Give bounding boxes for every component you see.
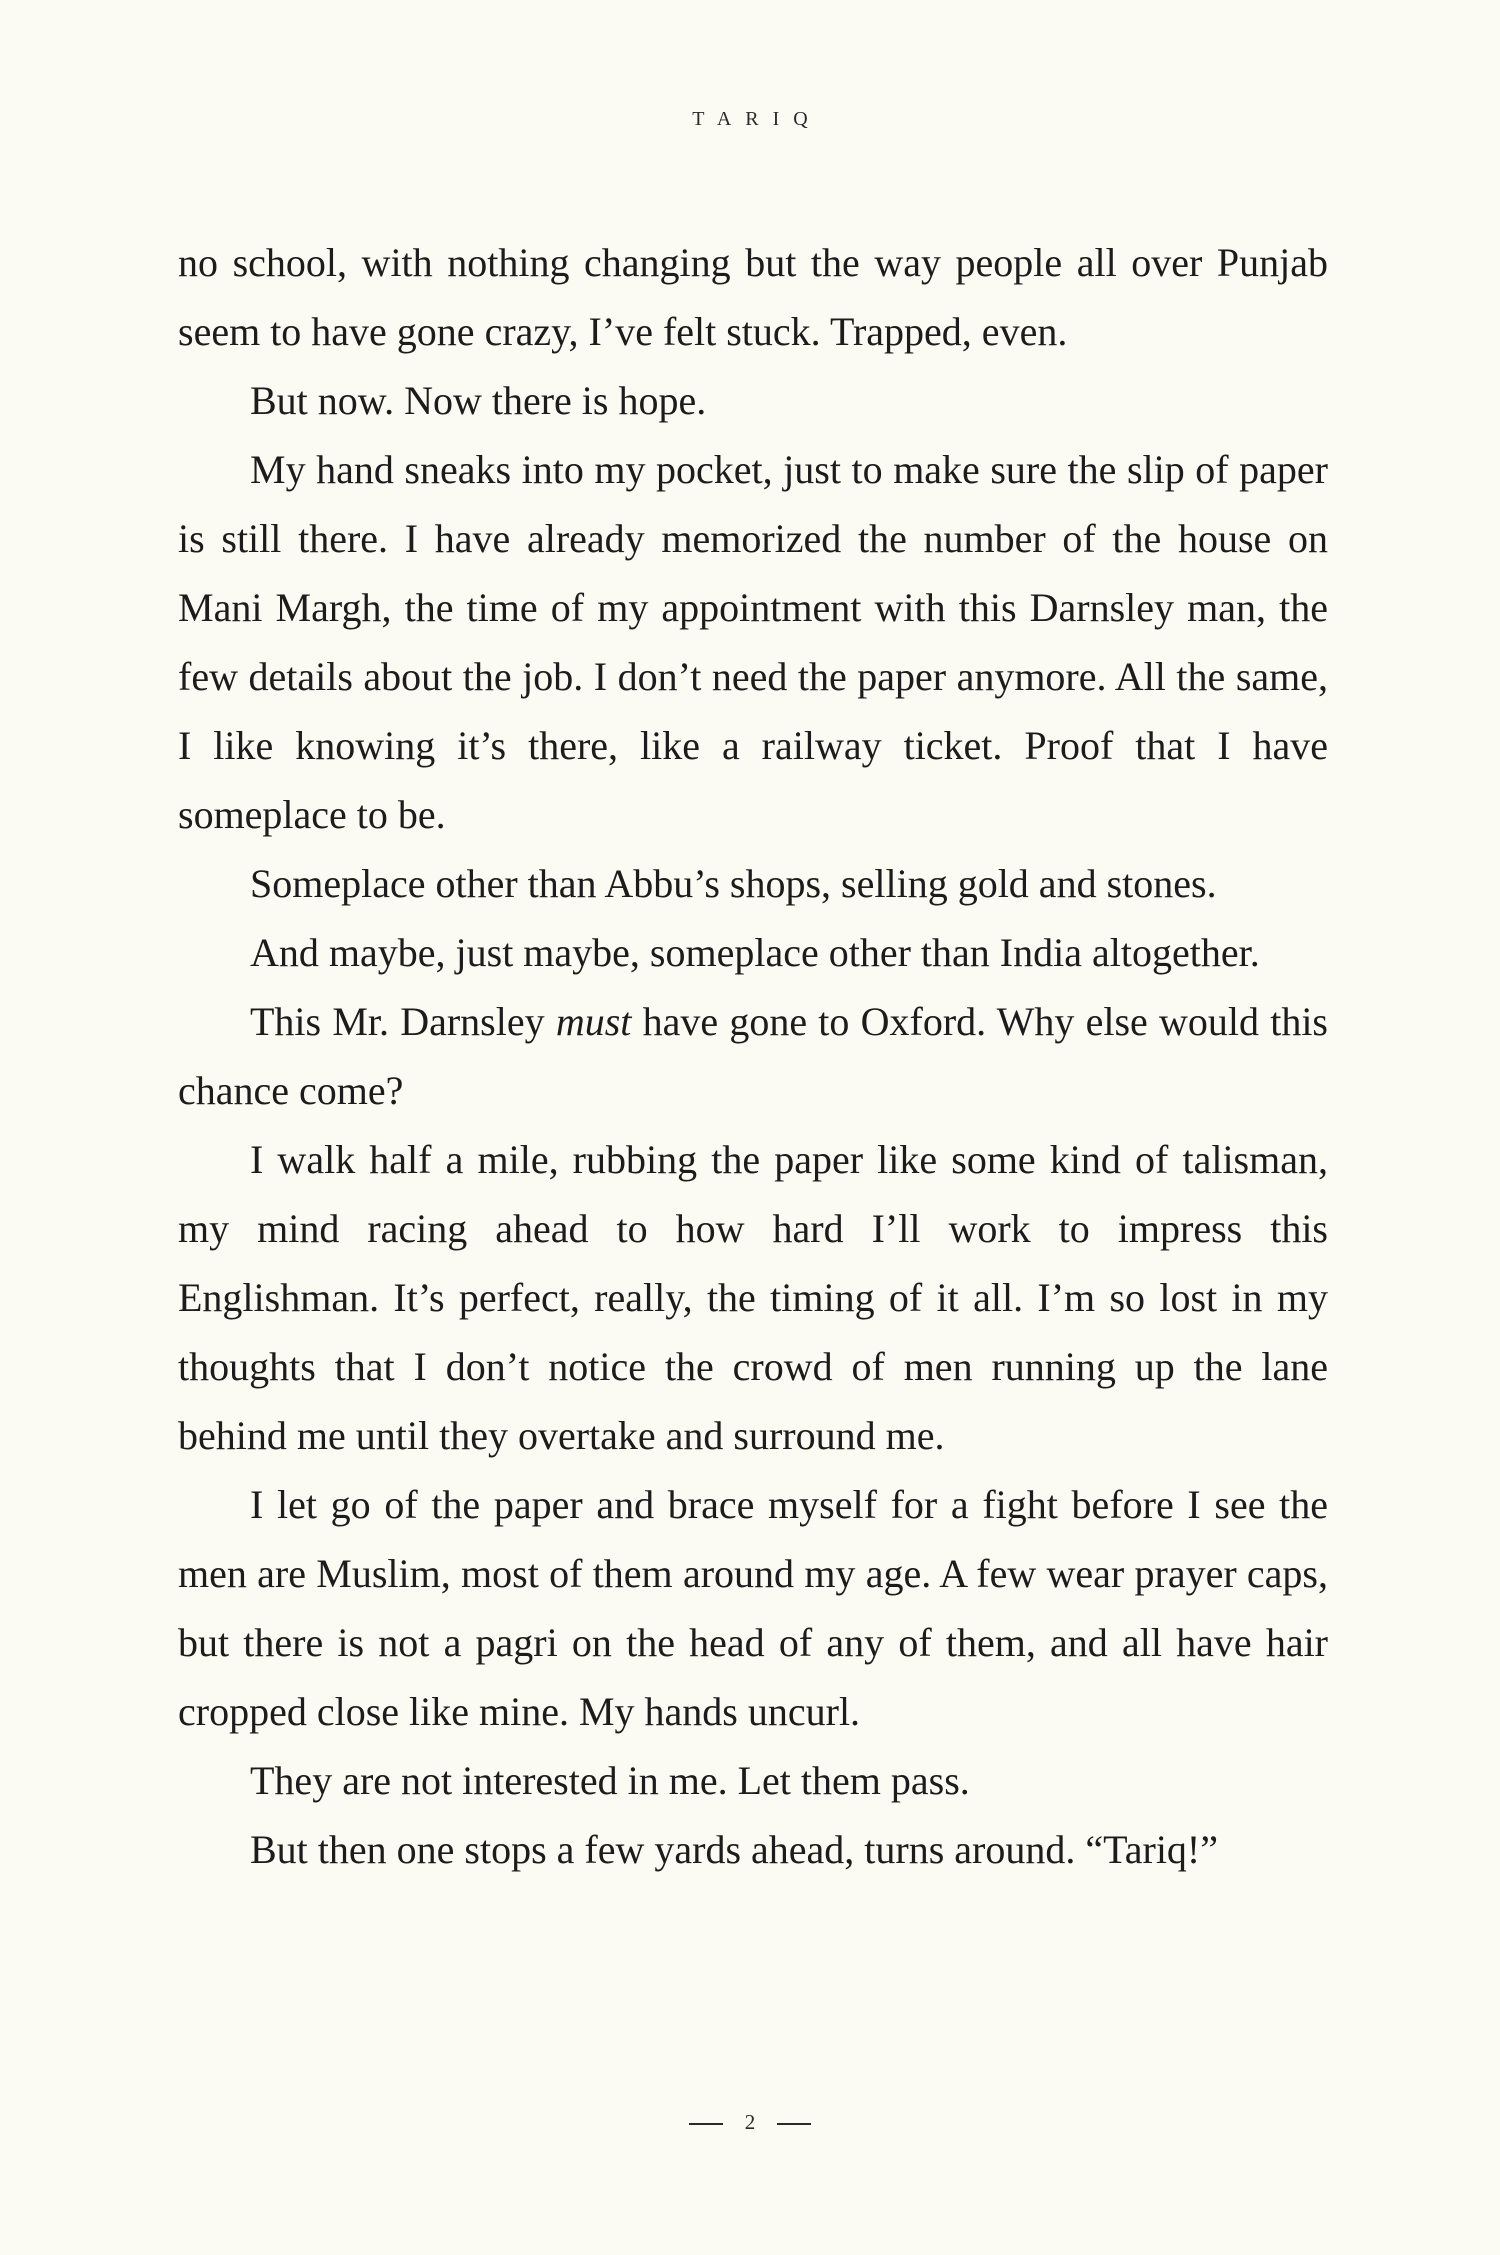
paragraph-text: Someplace other than Abbu’s shops, selling gold and stones. xyxy=(250,861,1217,906)
paragraph xyxy=(178,1470,1328,1746)
paragraph-text: have gone to Oxford. Why else would this chance come? xyxy=(178,999,1329,1113)
paragraph-text: They are not interested in me. Let them pass. xyxy=(250,1758,970,1803)
folio-dash-right xyxy=(777,2123,811,2125)
page-folio xyxy=(0,2110,1500,2135)
paragraph xyxy=(178,366,1328,435)
paragraph-text: no school, with nothing changing but the way people all over Punjab seem to have gone crazy, I’ve felt stuck. Trapped, even. xyxy=(178,240,1328,354)
body-text xyxy=(178,228,1328,1884)
italic-text: must xyxy=(555,999,632,1044)
paragraph xyxy=(178,1746,1328,1815)
paragraph xyxy=(178,1815,1328,1884)
paragraph xyxy=(178,435,1328,849)
paragraph-text: I let go of the paper and brace myself for a fight before I see the men are Muslim, most of them around my age. A few wear prayer caps, but there is not a pagri on the head of any of them, and all have hair cropped close like mine. My hands uncurl. xyxy=(178,1482,1328,1734)
paragraph xyxy=(178,987,1328,1125)
running-head: TARIQ xyxy=(692,108,822,130)
paragraph-text: My hand sneaks into my pocket, just to make sure the slip of paper is still there. I have already memorized the number of the house on Mani Margh, the time of my appointment with this Darnsley man, the few details about the job. I don’t need the paper anymore. All the same, I like knowing it’s there, like a railway ticket. Proof that I have someplace to be. xyxy=(178,447,1328,837)
folio-dash-left xyxy=(689,2123,723,2125)
paragraph-text: But then one stops a few yards ahead, turns around. “Tariq!” xyxy=(250,1827,1219,1872)
paragraph xyxy=(178,849,1328,918)
paragraph xyxy=(178,228,1328,366)
paragraph xyxy=(178,918,1328,987)
page-number: 2 xyxy=(744,2110,756,2134)
paragraph-text: But now. Now there is hope. xyxy=(250,378,707,423)
paragraph xyxy=(178,1125,1328,1470)
paragraph-text: And maybe, just maybe, someplace other than India altogether. xyxy=(250,930,1260,975)
paragraph-text: I walk half a mile, rubbing the paper like some kind of talisman, my mind racing ahead to how hard I’ll work to impress this Englishman. It’s perfect, really, the timing of it all. I’m so lost in my thoughts that I don’t notice the crowd of men running up the lane behind me until they overtake and surround me. xyxy=(178,1137,1328,1458)
paragraph-text: This Mr. Darnsley xyxy=(250,999,556,1044)
